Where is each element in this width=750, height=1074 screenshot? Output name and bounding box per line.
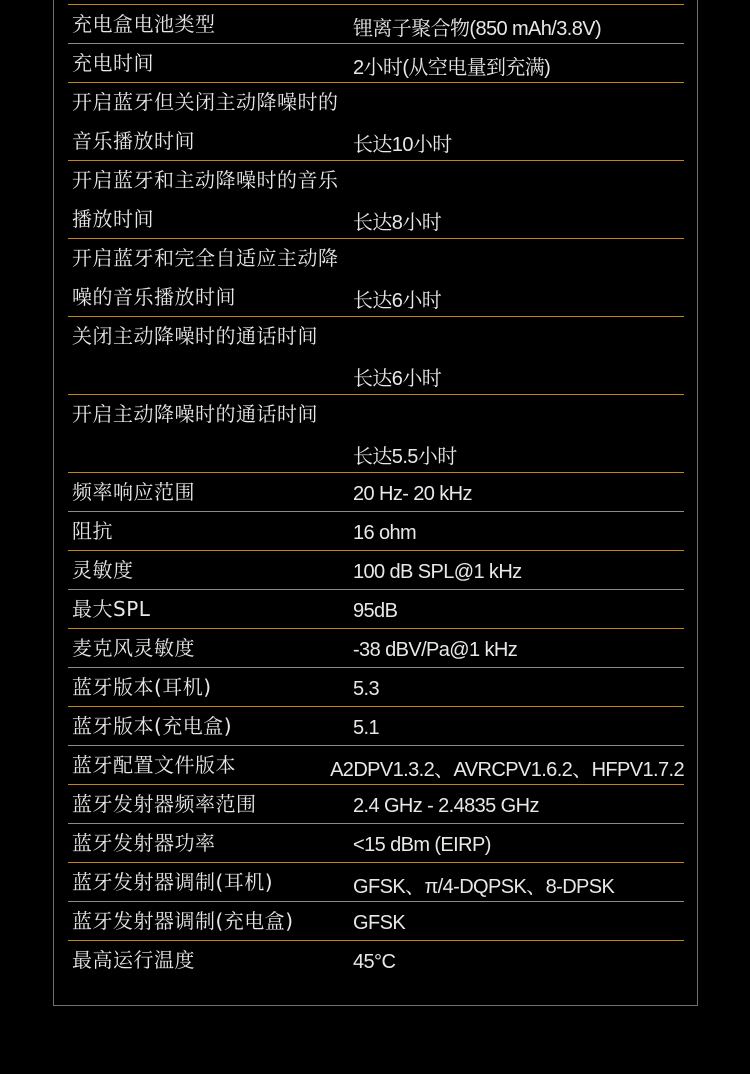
spec-label: 开启蓝牙但关闭主动降噪时的音乐播放时间	[72, 90, 339, 153]
spec-value: 16 ohm	[353, 521, 417, 544]
spec-label: 蓝牙发射器调制(充电盒)	[72, 909, 294, 933]
spec-value: -38 dBV/Pa@1 kHz	[353, 638, 518, 661]
spec-label: 蓝牙发射器频率范围	[72, 792, 257, 816]
spec-value: 锂离子聚合物(850 mAh/3.8V)	[353, 17, 602, 40]
spec-label: 充电盒电池类型	[72, 12, 216, 36]
spec-value: GFSK	[353, 911, 406, 934]
spec-row-max-spl	[68, 590, 684, 629]
spec-value: 长达6小时	[353, 368, 442, 390]
spec-label: 蓝牙版本(充电盒)	[72, 714, 233, 738]
spec-label: 开启蓝牙和完全自适应主动降噪的音乐播放时间	[72, 246, 339, 309]
spec-label: 灵敏度	[72, 558, 134, 582]
spec-row-bt-version-earbuds	[68, 668, 684, 707]
spec-label: 充电时间	[72, 51, 154, 75]
spec-value: 95dB	[353, 599, 398, 622]
spec-label: 开启主动降噪时的通话时间	[72, 402, 318, 426]
spec-label: 阻抗	[72, 519, 113, 543]
spec-label: 麦克风灵敏度	[72, 636, 195, 660]
spec-value: <15 dBm (EIRP)	[353, 833, 491, 856]
spec-value: 5.1	[353, 716, 380, 739]
spec-row-frequency-response	[68, 473, 684, 512]
spec-value: 5.3	[353, 677, 380, 700]
spec-row-talk-anc-off	[68, 317, 684, 395]
spec-row-bt-power	[68, 824, 684, 863]
spec-value: 2小时(从空电量到充满)	[353, 56, 551, 79]
spec-row-charging-time	[68, 44, 684, 83]
spec-value: 长达5.5小时	[353, 446, 457, 468]
spec-row-playback-anc-off	[68, 83, 684, 161]
spec-row-sensitivity	[68, 551, 684, 590]
spec-row-talk-anc-on	[68, 395, 684, 473]
spec-row-bt-modulation-case	[68, 902, 684, 941]
spec-label: 最高运行温度	[72, 948, 195, 972]
spec-value: 20 Hz- 20 kHz	[353, 482, 472, 505]
spec-label: 蓝牙版本(耳机)	[72, 675, 212, 699]
spec-value: GFSK、π/4-DQPSK、8-DPSK	[353, 875, 615, 898]
spec-value: 长达10小时	[353, 134, 452, 156]
spec-label: 开启蓝牙和主动降噪时的音乐播放时间	[72, 168, 339, 231]
spec-value: 长达6小时	[353, 290, 442, 312]
spec-value: A2DPV1.3.2、AVRCPV1.6.2、HFPV1.7.2	[330, 758, 684, 781]
spec-label: 蓝牙配置文件版本	[72, 753, 236, 777]
spec-row-impedance	[68, 512, 684, 551]
spec-value: 100 dB SPL@1 kHz	[353, 560, 522, 583]
spec-row-case-battery-type	[68, 5, 684, 44]
spec-row-playback-adaptive-anc	[68, 239, 684, 317]
spec-row-bt-modulation-earbuds	[68, 863, 684, 902]
spec-value: 长达8小时	[353, 212, 442, 234]
spec-label: 最大SPL	[72, 597, 151, 621]
spec-label: 关闭主动降噪时的通话时间	[72, 324, 318, 348]
spec-table	[68, 4, 684, 980]
spec-row-mic-sensitivity	[68, 629, 684, 668]
spec-label: 蓝牙发射器调制(耳机)	[72, 870, 274, 894]
spec-row-bt-frequency-range	[68, 785, 684, 824]
spec-row-playback-anc-on	[68, 161, 684, 239]
spec-value: 2.4 GHz - 2.4835 GHz	[353, 794, 539, 817]
spec-row-bt-profiles	[68, 746, 684, 785]
spec-row-bt-version-case	[68, 707, 684, 746]
spec-value: 45°C	[353, 951, 396, 973]
spec-row-max-operating-temp	[68, 941, 684, 980]
spec-label: 蓝牙发射器功率	[72, 831, 216, 855]
spec-label: 频率响应范围	[72, 480, 195, 504]
